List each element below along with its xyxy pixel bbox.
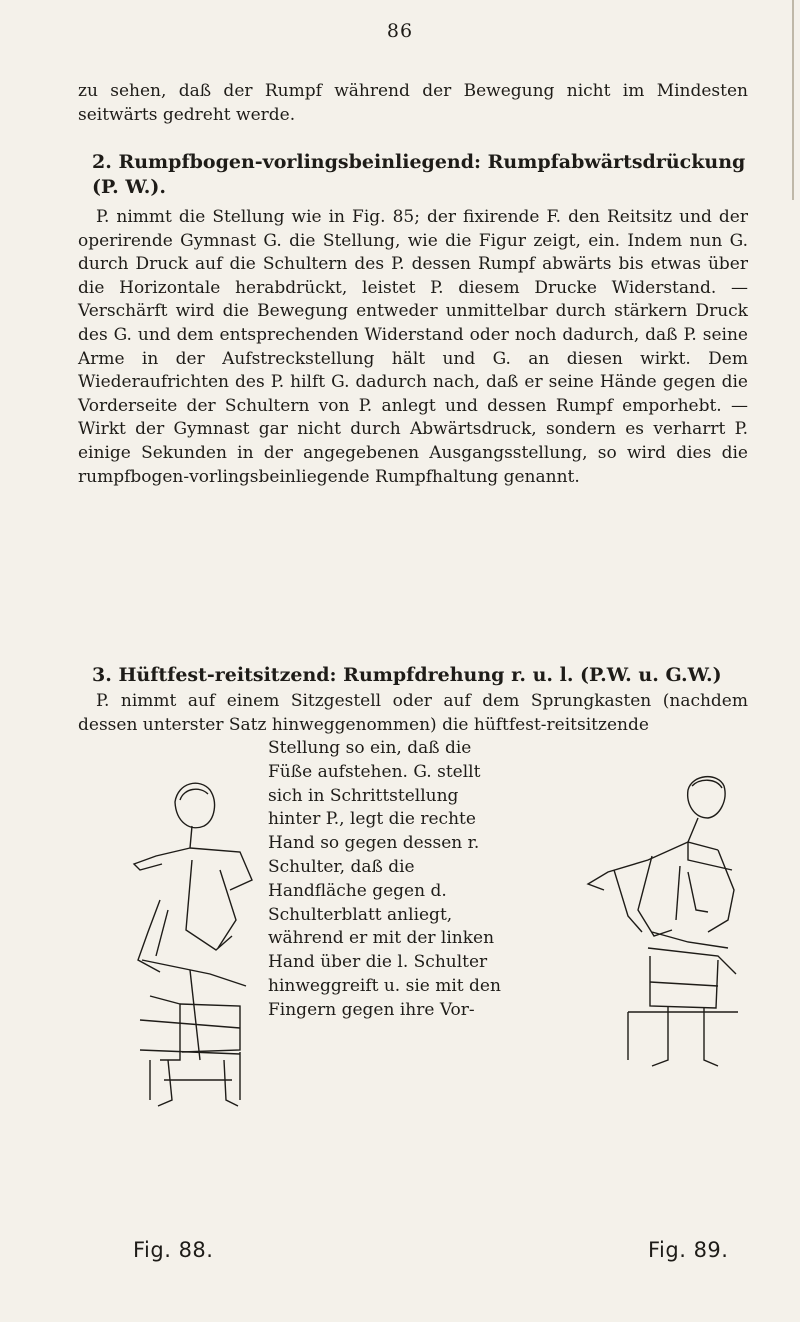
figure-89-label: Fig. 89. <box>648 1238 729 1262</box>
section-2-body: P. nimmt die Stellung wie in Fig. 85; der fixirende F. den Reitsitz und der operirende Gymnast G. die Stellung, wie die Figur zeigt, ein. Indem nun G. durch Druck auf die Schultern des P. dessen Rumpf abwärts bis etwas über die Horizontale herabdrückt, leistet P. diesem Drucke Widerstand. — Verschärft wird die Bewegung entweder unmittelbar durch stärkern Druck des G. und dem entsprechenden Widerstand oder noch dadurch, daß P. seine Arme in der Aufstreckstellung hält und G. an diesen wirkt. Dem Wiederaufrichten des P. hilft G. dadurch nach, daß er seine Hände gegen die Vorderseite der Schultern von P. anlegt und dessen Rumpf emporhebt. — Wirkt der Gymnast gar nicht durch Abwärtsdruck, sondern es verharrt P. einige Sekunden in der angegebenen Ausgangsstellung, so wird dies die rumpfbogen-vorlingsbeinliegende Rumpfhaltung genannt. <box>78 207 748 487</box>
page-number: 86 <box>386 20 414 42</box>
section-2-heading: 2. Rumpfbogen-vorlingsbeinliegend: Rumpfabwärtsdrückung (P. W.). <box>92 151 746 198</box>
intro-paragraph: zu sehen, daß der Rumpf während der Bewegung nicht im Mindesten seitwärts gedreht werde. <box>78 81 748 125</box>
figure-89-illustration <box>568 760 743 1240</box>
section-3-body-column: Stellung so ein, daß die Füße aufstehen. G. stellt sich in Schrittstellung hinter P., legt die rechte Hand so gegen dessen r. Schulter, daß die Handfläche gegen d. Schulterblatt anliegt, während er mit der linken Hand über die l. Schulter hinweggreift u. sie mit den Fingern gegen ihre Vor- <box>268 738 501 1020</box>
section-3-body-full-width: P. nimmt auf einem Sitzgestell oder auf dem Sprungkasten (nachdem dessen unterster Satz hinweggenommen) die hüftfest-reitsitzende <box>78 691 748 735</box>
figure-88-illustration <box>120 760 270 1250</box>
figure-88-label: Fig. 88. <box>133 1238 214 1262</box>
page-edge-shadow <box>792 0 794 200</box>
section-3-heading: 3. Hüftfest-reitsitzend: Rumpfdrehung r. u. l. (P.W. u. G.W.) <box>92 664 722 686</box>
